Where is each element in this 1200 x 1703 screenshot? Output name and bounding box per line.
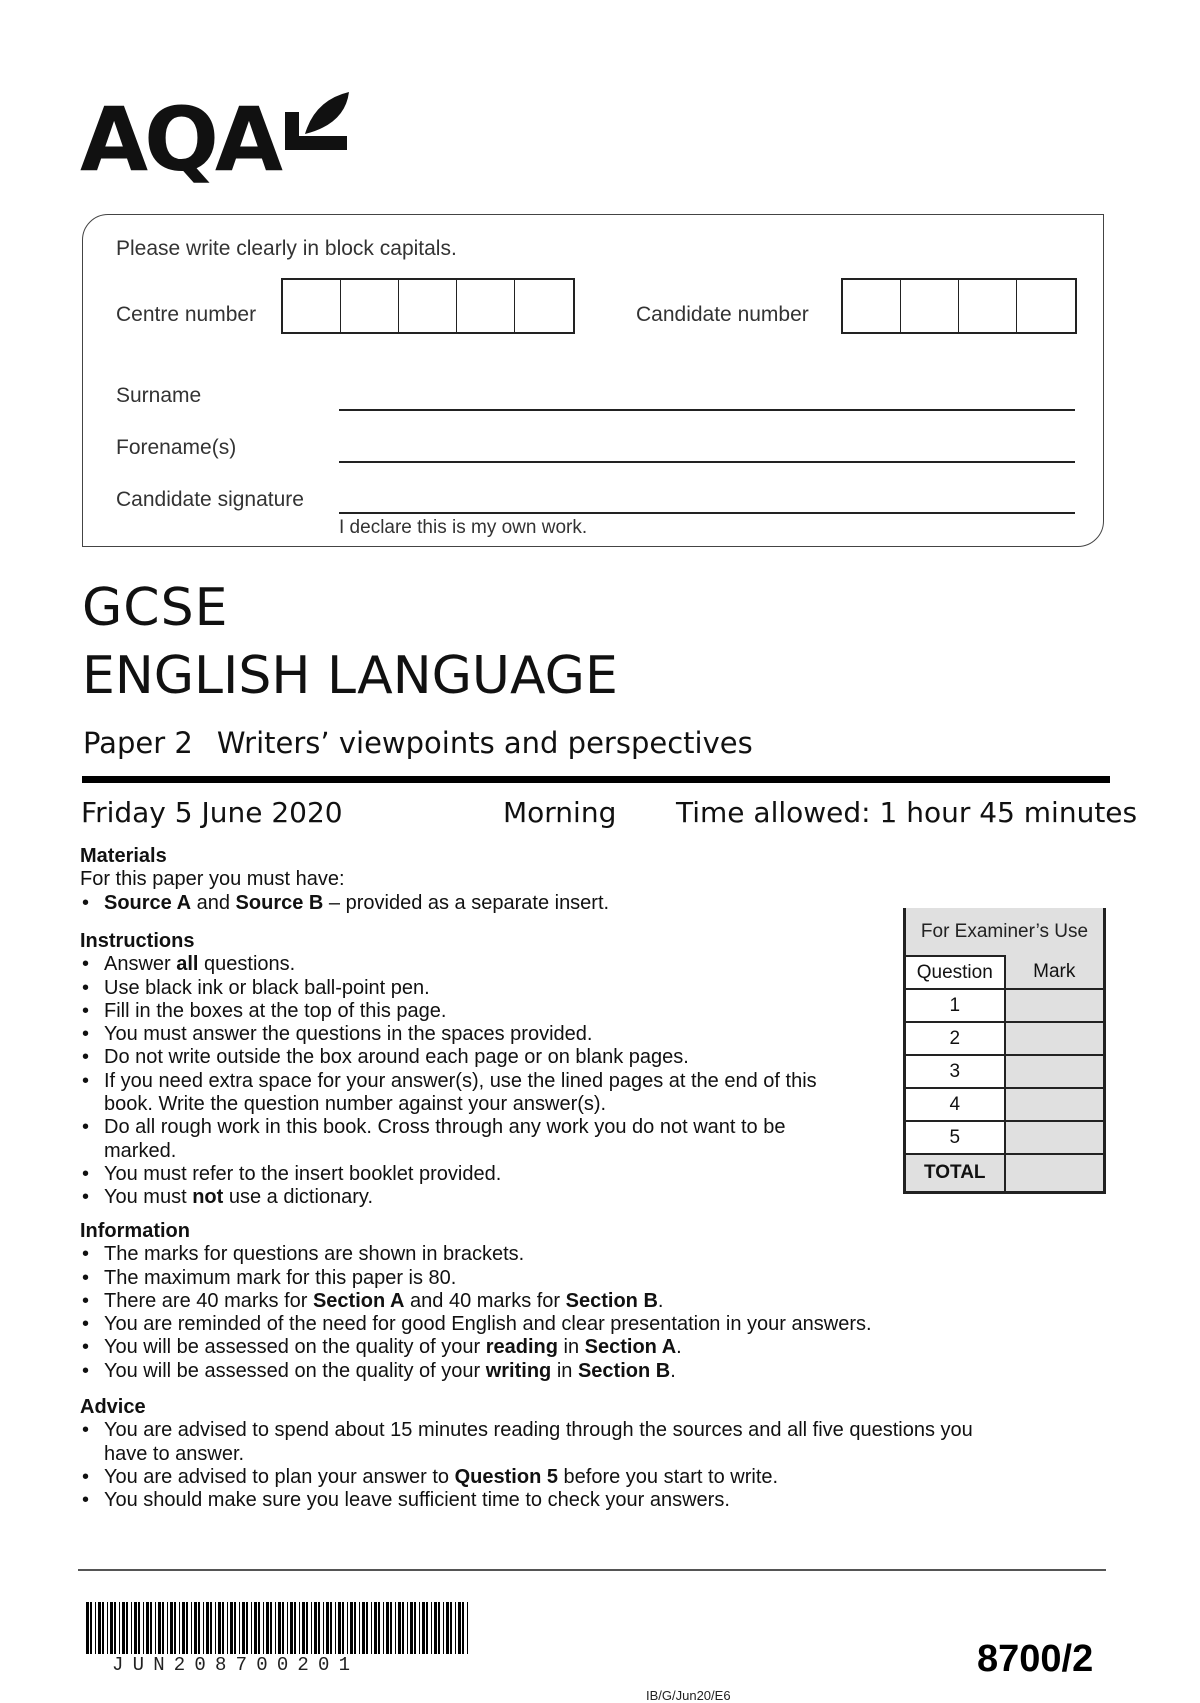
list-item: • You must answer the questions in the spaces provided. (80, 1023, 840, 1046)
centre-digit-box[interactable] (457, 280, 515, 332)
list-item: • Answer all questions. (80, 953, 840, 976)
surname-line[interactable] (339, 409, 1075, 411)
mark-cell (1005, 1022, 1105, 1055)
advice-heading: Advice (80, 1396, 146, 1418)
aqa-logo-text: AQA (80, 88, 280, 191)
question-number: 4 (905, 1088, 1005, 1121)
list-item: • Do not write outside the box around each page or on blank pages. (80, 1046, 840, 1069)
question-column-header: Question (905, 956, 1005, 989)
instructions-section (80, 930, 840, 1210)
list-item: • If you need extra space for your answer(s), use the lined pages at the end of this book. Write the question number against your answer(s). (80, 1070, 840, 1117)
question-number: 5 (905, 1121, 1005, 1154)
declaration-text: I declare this is my own work. (339, 517, 588, 538)
document-reference: IB/G/Jun20/E6 (646, 1688, 731, 1703)
aqa-leaf-icon (285, 90, 351, 150)
paper-title (83, 726, 753, 760)
list-item: • Fill in the boxes at the top of this page. (80, 1000, 840, 1023)
centre-digit-box[interactable] (399, 280, 457, 332)
list-item: • You will be assessed on the quality of your reading in Section A. (80, 1336, 960, 1359)
list-item: • You should make sure you leave sufficient time to check your answers. (80, 1489, 1000, 1512)
list-item: • Source A and Source B – provided as a separate insert. (80, 892, 960, 915)
barcode-image (86, 1602, 472, 1654)
list-item: • You must refer to the insert booklet provided. (80, 1163, 840, 1186)
candidate-number-boxes[interactable] (841, 278, 1077, 334)
list-item: • The maximum mark for this paper is 80. (80, 1267, 960, 1290)
mark-cell (1005, 1055, 1105, 1088)
paper-code: 8700/2 (977, 1638, 1094, 1680)
exam-session: Morning (503, 796, 617, 829)
list-item: • The marks for questions are shown in brackets. (80, 1243, 960, 1266)
materials-section (80, 845, 960, 915)
centre-digit-box[interactable] (515, 280, 573, 332)
question-number: 1 (905, 989, 1005, 1022)
list-item: • You are advised to plan your answer to Question 5 before you start to write. (80, 1466, 1000, 1489)
candidate-digit-box[interactable] (901, 280, 959, 332)
information-section (80, 1220, 960, 1383)
signature-label: Candidate signature (116, 488, 304, 511)
materials-intro: For this paper you must have: (80, 868, 345, 891)
candidate-digit-box[interactable] (1017, 280, 1075, 332)
exam-date: Friday 5 June 2020 (81, 796, 343, 829)
centre-number-label: Centre number (116, 303, 257, 326)
block-capitals-instruction: Please write clearly in block capitals. (116, 237, 457, 260)
information-heading: Information (80, 1220, 190, 1242)
barcode-digits: JUN208700201 (112, 1654, 360, 1676)
aqa-logo (80, 90, 350, 190)
centre-digit-box[interactable] (341, 280, 399, 332)
total-label: TOTAL (905, 1154, 1005, 1192)
signature-line[interactable] (339, 512, 1075, 514)
list-item: • There are 40 marks for Section A and 40 marks for Section B. (80, 1290, 960, 1313)
list-item: • Do all rough work in this book. Cross through any work you do not want to be marked. (80, 1116, 840, 1163)
paper-number: Paper 2 (83, 726, 193, 760)
candidate-number-label: Candidate number (636, 303, 809, 326)
forenames-line[interactable] (339, 461, 1075, 463)
candidate-digit-box[interactable] (959, 280, 1017, 332)
candidate-details-box (82, 214, 1104, 547)
paper-name: Writers’ viewpoints and perspectives (216, 726, 753, 760)
mark-column-header: Mark (1005, 956, 1105, 989)
list-item: • You will be assessed on the quality of your writing in Section B. (80, 1360, 960, 1383)
time-allowed: Time allowed: 1 hour 45 minutes (676, 796, 1138, 829)
materials-heading: Materials (80, 845, 167, 867)
mark-cell (1005, 1121, 1105, 1154)
mark-cell (1005, 1088, 1105, 1121)
examiner-use-table (903, 908, 1106, 1194)
instructions-heading: Instructions (80, 930, 195, 952)
question-number: 3 (905, 1055, 1005, 1088)
total-mark-cell (1005, 1154, 1105, 1192)
advice-section (80, 1396, 1000, 1512)
surname-label: Surname (116, 384, 202, 407)
list-item: • You are reminded of the need for good English and clear presentation in your answers. (80, 1313, 960, 1336)
list-item: • You must not use a dictionary. (80, 1186, 840, 1209)
footer-divider (78, 1569, 1106, 1571)
examiner-use-title: For Examiner’s Use (905, 908, 1105, 956)
question-number: 2 (905, 1022, 1005, 1055)
candidate-digit-box[interactable] (843, 280, 901, 332)
list-item: • You are advised to spend about 15 minutes reading through the sources and all five questions you have to answer. (80, 1419, 1000, 1466)
title-divider (82, 776, 1110, 783)
subject-title: ENGLISH LANGUAGE (82, 646, 618, 706)
list-item: • Use black ink or black ball-point pen. (80, 977, 840, 1000)
qualification-title: GCSE (82, 578, 229, 638)
centre-number-boxes[interactable] (281, 278, 575, 334)
centre-digit-box[interactable] (283, 280, 341, 332)
mark-cell (1005, 989, 1105, 1022)
forenames-label: Forename(s) (116, 436, 237, 459)
